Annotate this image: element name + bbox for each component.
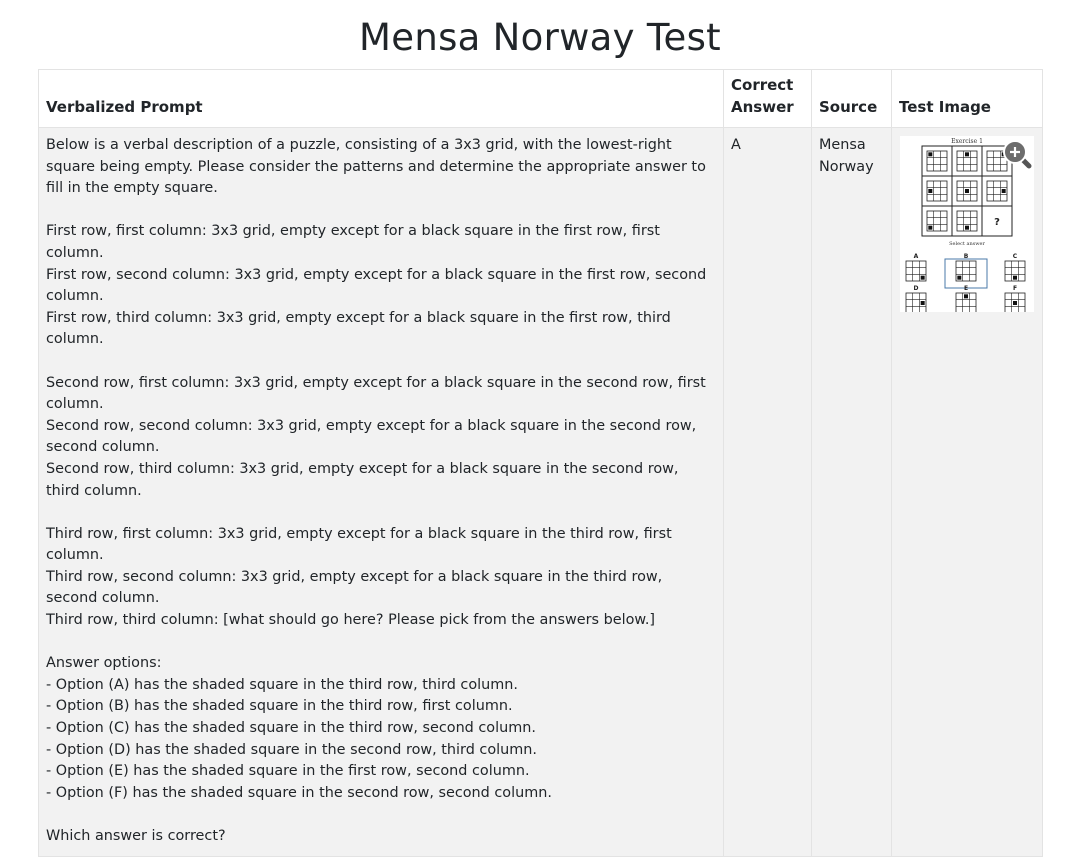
- prompt-paragraph: [46, 373, 716, 503]
- prompt-line: - Option (B) has the shaded square in the third row, first column.: [46, 698, 513, 715]
- prompt-line: First row, second column: 3x3 grid, empty except for a black square in the first row, second column.: [46, 266, 707, 305]
- answer-option-b[interactable]: [945, 253, 987, 288]
- answer-option-label: C: [1012, 253, 1018, 260]
- exercise-label: Exercise 1: [951, 138, 983, 145]
- prompt-line: Third row, first column: 3x3 grid, empty except for a black square in the third row, first column.: [46, 525, 672, 564]
- mini-grid: [957, 211, 977, 231]
- table-row: [39, 128, 1043, 857]
- mini-grid: [906, 293, 926, 312]
- answer-option-d[interactable]: [906, 285, 926, 312]
- answer-option-label: F: [1012, 285, 1018, 292]
- header-source: Source: [812, 70, 892, 128]
- answer-option-f[interactable]: [1005, 285, 1025, 312]
- mini-grid: [927, 151, 947, 171]
- prompt-line: Second row, second column: 3x3 grid, empty except for a black square in the second row, second column.: [46, 417, 697, 456]
- prompt-line: Third row, second column: 3x3 grid, empty except for a black square in the third row, second column.: [46, 568, 663, 607]
- answer-option-label: A: [913, 253, 919, 260]
- mini-grid: [957, 151, 977, 171]
- prompt-line: Which answer is correct?: [46, 828, 226, 844]
- answer-option-e[interactable]: [956, 285, 976, 312]
- mini-grid: [1005, 293, 1025, 312]
- puzzle-matrix: [922, 146, 1012, 236]
- prompt-line: Second row, third column: 3x3 grid, empty except for a black square in the second row, third column.: [46, 460, 679, 499]
- test-image-thumbnail[interactable]: [900, 136, 1034, 312]
- prompt-line: Below is a verbal description of a puzzle, consisting of a 3x3 grid, with the lowest-right square being empty. Please consider the patterns and determine the appropriate answer to fill in the empty square.: [46, 137, 706, 197]
- answer-option-label: E: [963, 285, 969, 292]
- mini-grid: [957, 181, 977, 201]
- mini-grid: [956, 261, 976, 281]
- prompt-paragraph: [46, 524, 716, 632]
- answer-options: [906, 253, 1025, 312]
- results-table: [38, 69, 1043, 857]
- prompt-line: - Option (C) has the shaded square in the third row, second column.: [46, 720, 536, 737]
- prompt-paragraph: [46, 653, 716, 804]
- mini-grid: [906, 261, 926, 281]
- prompt-line: Third row, third column: [what should go here? Please pick from the answers below.]: [46, 612, 656, 629]
- prompt-line: Answer options:: [46, 655, 162, 672]
- test-image-cell: [892, 128, 1043, 857]
- prompt-line: First row, third column: 3x3 grid, empty except for a black square in the first row, third column.: [46, 309, 671, 348]
- mini-grid: [956, 293, 976, 312]
- mini-grid: [927, 211, 947, 231]
- header-correct-answer-line2: Answer: [731, 98, 794, 116]
- prompt-cell: [39, 128, 724, 857]
- answer-option-label: B: [963, 253, 969, 260]
- prompt-line: First row, first column: 3x3 grid, empty except for a black square in the first row, first column.: [46, 223, 660, 261]
- correct-answer-cell: A: [724, 128, 812, 857]
- prompt-paragraph: [46, 135, 716, 200]
- prompt-line: Second row, first column: 3x3 grid, empty except for a black square in the second row, first column.: [46, 374, 706, 413]
- select-answer-label: Select answer: [949, 241, 985, 247]
- mini-grid: [987, 181, 1007, 201]
- source-cell: Mensa Norway: [812, 128, 892, 857]
- missing-mark: ?: [994, 217, 1000, 228]
- prompt-line: - Option (F) has the shaded square in the second row, second column.: [46, 784, 552, 801]
- answer-option-c[interactable]: [1005, 253, 1025, 281]
- answer-option-a[interactable]: [906, 253, 926, 281]
- prompt-line: - Option (D) has the shaded square in the second row, third column.: [46, 741, 537, 758]
- prompt-text: [46, 135, 716, 848]
- prompt-line: - Option (A) has the shaded square in the third row, third column.: [46, 676, 518, 693]
- header-correct-answer-line1: Correct: [731, 76, 794, 94]
- prompt-paragraph: [46, 221, 716, 351]
- answer-option-label: D: [913, 285, 919, 292]
- header-verbalized-prompt: Verbalized Prompt: [39, 70, 724, 128]
- prompt-line: - Option (E) has the shaded square in the first row, second column.: [46, 763, 530, 780]
- mini-grid: [927, 181, 947, 201]
- header-test-image: Test Image: [892, 70, 1043, 128]
- header-correct-answer: [724, 70, 812, 128]
- zoom-in-icon[interactable]: [1002, 139, 1032, 169]
- mini-grid: [1005, 261, 1025, 281]
- header-row: [39, 70, 1043, 128]
- prompt-paragraph: [46, 826, 716, 848]
- page-title: Mensa Norway Test: [359, 16, 721, 59]
